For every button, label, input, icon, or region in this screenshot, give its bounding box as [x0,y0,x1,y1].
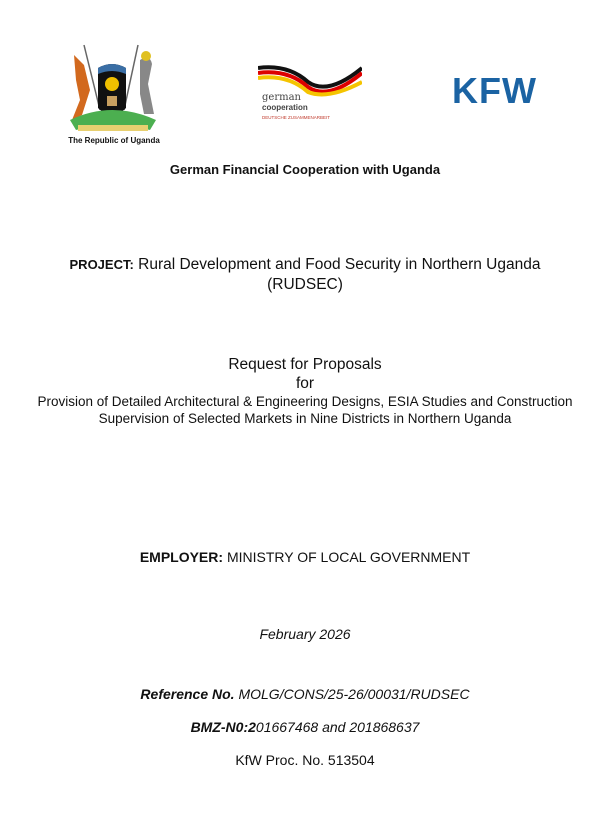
project-line [0,256,610,274]
reference-line [0,686,610,702]
reference-value: MOLG/CONS/25-26/00031/RUDSEC [238,686,470,702]
german-cooperation-logo [258,64,362,126]
rfp-description-line2: Supervision of Selected Markets in Nine Districts in Northern Uganda [98,411,512,426]
cooperation-text: cooperation [262,103,308,112]
german-text: german [262,92,301,103]
rfp-title: Request for Proposals [228,356,382,373]
kfw-proc-number: KfW Proc. No. 513504 [235,752,375,768]
deutsche-zusammenarbeit-text: DEUTSCHE ZUSAMMENARBEIT [262,115,331,120]
project-name: Rural Development and Food Security in Northern Uganda [138,256,541,273]
bmz-label: BMZ-N0:2 [190,719,256,735]
bmz-line [0,719,610,735]
project-label: PROJECT: [69,257,134,272]
project-acronym: (RUDSEC) [267,276,343,293]
document-date: February 2026 [259,626,351,642]
employer-line [0,549,610,565]
uganda-caption: The Republic of Uganda [68,136,160,145]
employer-value: MINISTRY OF LOCAL GOVERNMENT [226,549,471,565]
kfw-logo: KFW [452,70,537,111]
uganda-coat-of-arms-logo [62,40,166,145]
rfp-for: for [295,375,315,392]
employer-label: EMPLOYER: [139,549,224,565]
rfp-description-line1: Provision of Detailed Architectural & Engineering Designs, ESIA Studies and Construction [37,394,573,409]
reference-label: Reference No. [140,686,235,702]
bmz-value: 01667468 and 201868637 [255,719,420,735]
header-title: German Financial Cooperation with Uganda [169,162,441,177]
